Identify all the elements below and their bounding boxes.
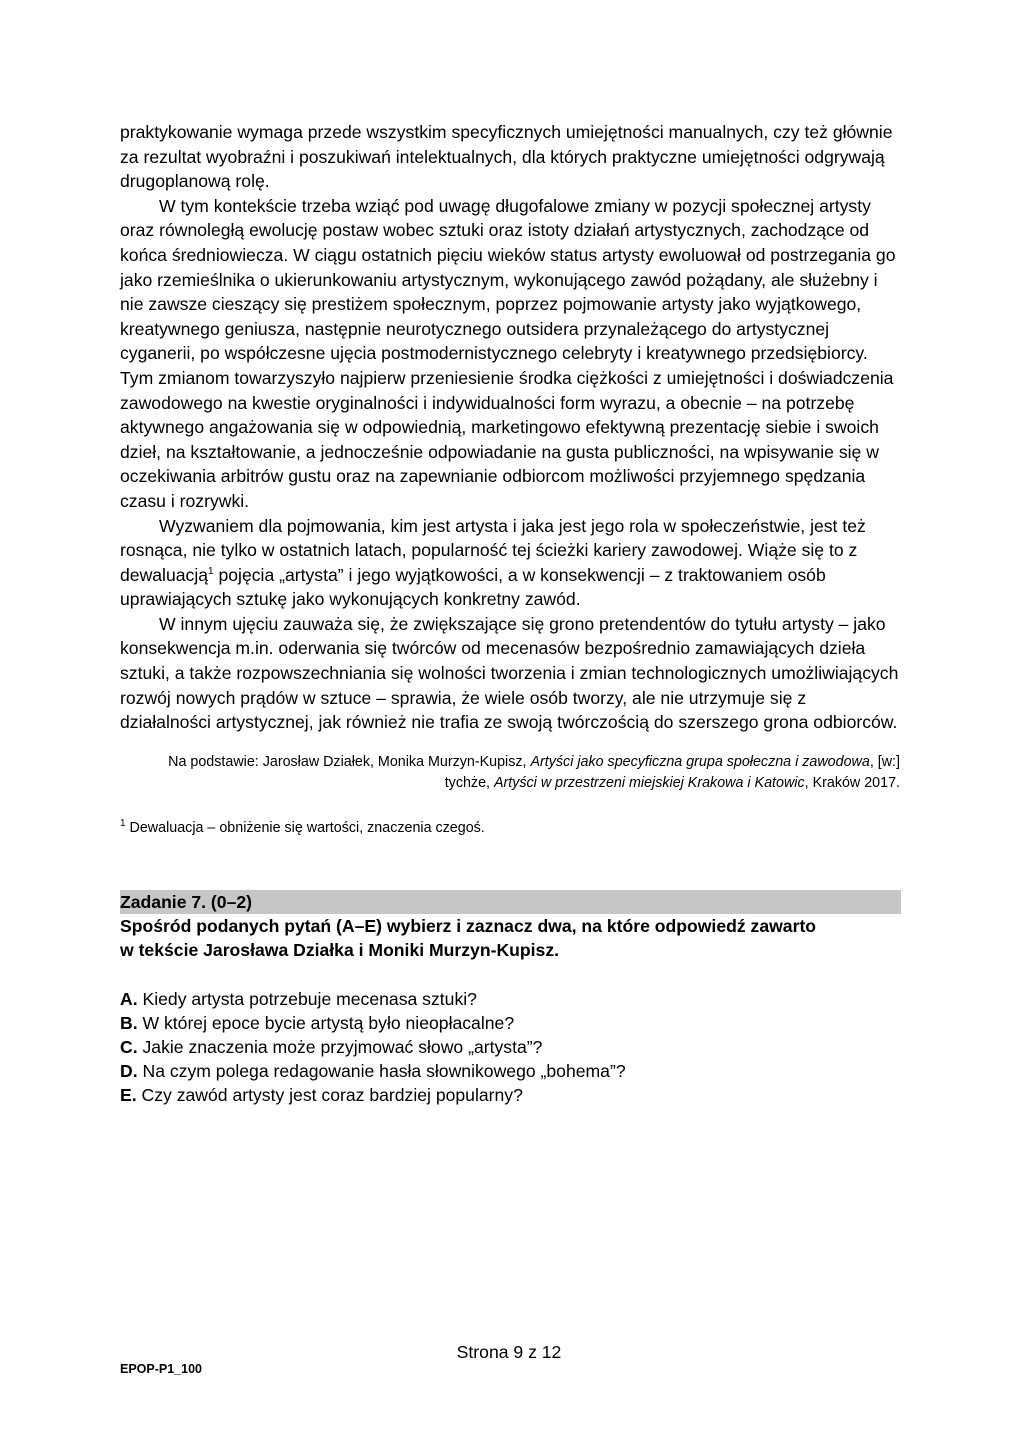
paragraph-3-text-b: pojęcia „artysta” i jego wyjątkowości, a w konsekwencji – z traktowaniem osób uprawiających sztukę jako wykonujących konkretny zawód.	[120, 564, 826, 610]
article-paragraph-1: praktykowanie wymaga przede wszystkim specyficznych umiejętności manualnych, czy też głównie za rezultat wyobraźni i poszukiwań intelektualnych, dla których praktyczne umiejętności odgrywają drugoplanową rolę.	[120, 122, 893, 192]
paragraph-3-text-a: Wyzwaniem dla pojmowania, kim jest artysta i jaka jest jego rola w społeczeństwie, jest też rosnąca, nie tylko w ostatnich latach, popularność tej ścieżki kariery zawodowej. Wiąże się to z dewaluacją	[120, 515, 866, 585]
option-letter: D.	[120, 1060, 138, 1081]
option-text: W której epoce bycie artystą było nieopłacalne?	[137, 1012, 515, 1033]
citation-title-1: Artyści jako specyficzna grupa społeczna i zawodowa	[530, 753, 870, 770]
option-a[interactable]	[120, 987, 900, 1011]
footnote	[120, 818, 900, 838]
task-header: Zadanie 7. (0–2)	[120, 890, 901, 914]
option-text: Jakie znaczenia może przyjmować słowo „artysta”?	[137, 1036, 543, 1057]
page-number: Strona 9 z 12	[456, 1342, 562, 1362]
footnote-text: Dewaluacja – obniżenie się wartości, znaczenia czegoś.	[125, 819, 485, 836]
option-letter: B.	[120, 1012, 138, 1033]
footnote-reference: 1	[208, 565, 214, 577]
footnote-mark: 1	[120, 818, 126, 830]
task-command-line-1: Spośród podanych pytań (A–E) wybierz i zaznacz dwa, na które odpowiedź zawarto	[120, 915, 817, 936]
option-letter: A.	[120, 988, 138, 1009]
option-e[interactable]	[120, 1083, 900, 1107]
article-paragraph-3	[120, 514, 900, 612]
citation-prefix: Na podstawie: Jarosław Działek, Monika Murzyn-Kupisz,	[168, 753, 531, 770]
option-b[interactable]	[120, 1011, 900, 1035]
task-command	[120, 914, 900, 962]
option-text: Kiedy artysta potrzebuje mecenasa sztuki?	[137, 988, 477, 1009]
article-paragraph-2: W tym kontekście trzeba wziąć pod uwagę długofalowe zmiany w pozycji społecznej artysty oraz równoległą ewolucję postaw wobec sztuki oraz istoty działań artystycznych, zachodzące od końca średniowiecza. W ciągu ostatnich pięciu wieków status artysty ewoluował od postrzegania go jako rzemieślnika o ukierunkowaniu artystycznym, wykonującego zawód pożądany, ale służebny i nie zawsze cieszący się prestiżem społecznym, poprzez pojmowanie artysty jako wyjątkowego, kreatywnego geniusza, następnie neurotycznego outsidera przynależącego do artystycznej cyganerii, po współczesne ujęcia postmodernistycznego celebryty i kreatywnego przedsiębiorcy. Tym zmianom towarzyszyło najpierw przeniesienie środka ciężkości z umiejętności i doświadczenia zawodowego na kwestie oryginalności i indywidualności form wyrazu, a obecnie – na potrzebę aktywnego angażowania się w odpowiednią, marketingowo efektywną prezentację siebie i swoich dzieł, na kształtowanie, a jednocześnie odpowiadanie na gusta publiczności, na wpisywanie się w oczekiwania arbitrów gustu oraz na zapewnianie odbiorcom możliwości przyjemnego spędzania czasu i rozrywki.	[120, 195, 896, 511]
citation-title-2: Artyści w przestrzeni miejskiej Krakowa i Katowic	[493, 775, 805, 792]
option-letter: E.	[120, 1084, 137, 1105]
page-content	[120, 120, 900, 1107]
task-command-line-2: w tekście Jarosława Działka i Moniki Murzyn-Kupisz.	[120, 939, 560, 960]
option-d[interactable]	[120, 1059, 900, 1083]
article-paragraph-4: W innym ujęciu zauważa się, że zwiększające się grono pretendentów do tytułu artysty – jako konsekwencja m.in. oderwania się twórców od mecenasów bezpośrednio zamawiających dzieła sztuki, a także rozpowszechniania się wolności tworzenia i zmian technologicznych umożliwiających rozwój nowych prądów w sztuce – sprawia, że wiele osób tworzy, ale nie utrzymuje się z działalności artystycznej, jak również nie trafia ze swoją twórczością do szerszego grona odbiorców.	[120, 613, 899, 733]
citation-middle: , [w:] tychże,	[444, 753, 900, 792]
option-c[interactable]	[120, 1035, 900, 1059]
option-letter: C.	[120, 1036, 138, 1057]
source-citation	[120, 752, 900, 795]
exam-code: EPOP-P1_100	[120, 1362, 202, 1376]
answer-options	[120, 987, 900, 1107]
citation-suffix: , Kraków 2017.	[804, 775, 900, 792]
option-text: Czy zawód artysty jest coraz bardziej popularny?	[136, 1084, 523, 1105]
option-text: Na czym polega redagowanie hasła słownikowego „bohema”?	[137, 1060, 626, 1081]
